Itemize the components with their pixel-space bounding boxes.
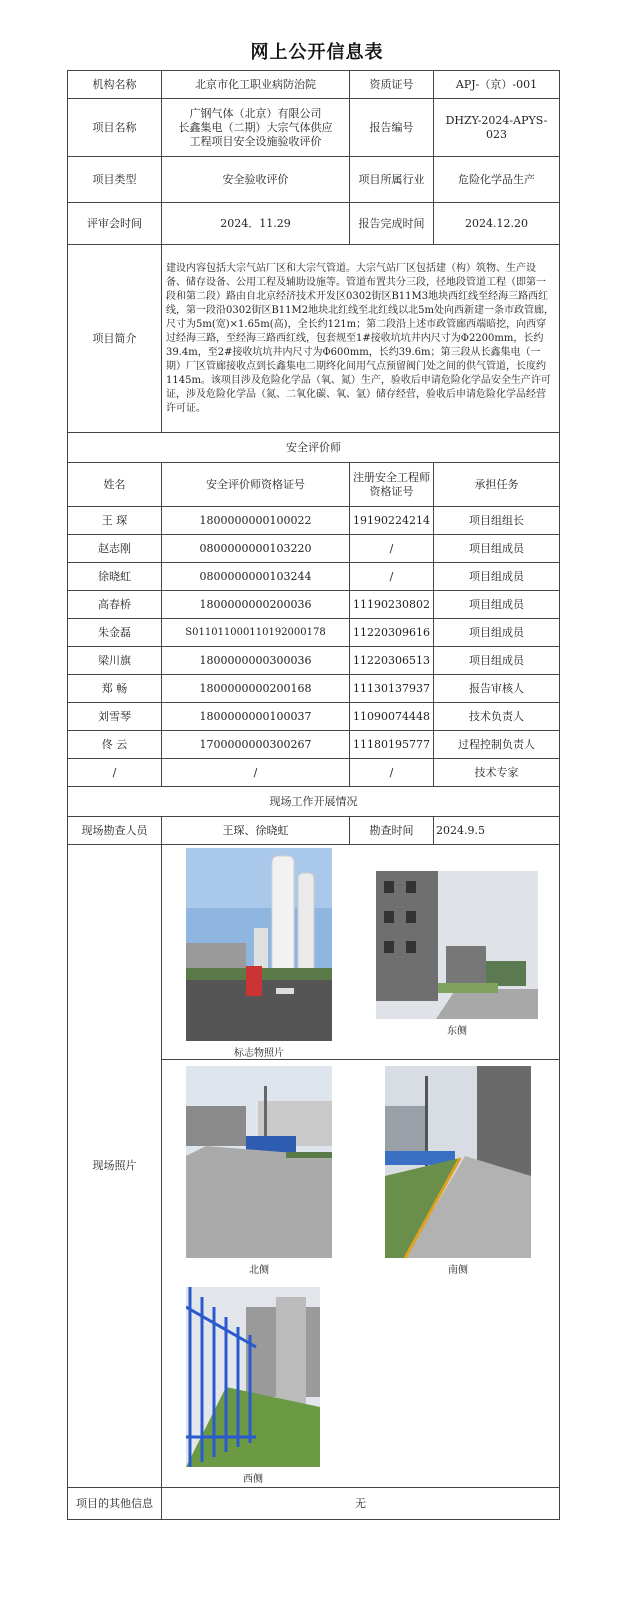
assessor-reg: / [350, 535, 434, 563]
type-value: 安全验收评价 [162, 157, 350, 203]
intro-label: 项目简介 [68, 245, 162, 433]
type-label: 项目类型 [68, 157, 162, 203]
assessor-name: 郑 畅 [68, 675, 162, 703]
assessor-task: 项目组成员 [434, 563, 560, 591]
project-line-3: 工程项目安全设施验收评价 [189, 134, 322, 148]
caption-landmark: 标志物照片 [234, 1048, 284, 1059]
photo-west [186, 1287, 320, 1487]
org-row [68, 71, 560, 99]
assessor-reg: 11190230802 [350, 591, 434, 619]
assessor-cert: 0800000000103244 [162, 563, 350, 591]
assessor-cert: 1800000000200168 [162, 675, 350, 703]
assessor-name: 佟 云 [68, 731, 162, 759]
industry-value: 危险化学品生产 [434, 157, 560, 203]
header-reg: 注册安全工程师资格证号 [350, 463, 434, 507]
header-name: 姓名 [68, 463, 162, 507]
assessor-reg: 11220309616 [350, 619, 434, 647]
assessor-task: 报告审核人 [434, 675, 560, 703]
expert-reg: / [350, 759, 434, 787]
photo-landmark [186, 848, 332, 1061]
other-row [68, 1488, 560, 1520]
assessor-name: 朱金磊 [68, 619, 162, 647]
table-row [68, 647, 560, 675]
page-title: 网上公开信息表 [250, 42, 384, 63]
assessor-task: 项目组组长 [434, 507, 560, 535]
caption-west: 西侧 [243, 1474, 263, 1485]
table-row [68, 563, 560, 591]
org-value: 北京市化工职业病防治院 [162, 71, 350, 99]
photos-bottom-cell [162, 1060, 560, 1488]
surveyors-row [68, 817, 560, 845]
assessor-task: 项目组成员 [434, 535, 560, 563]
date-value: 2024.9.5 [434, 817, 560, 845]
industry-label: 项目所属行业 [350, 157, 434, 203]
photos-top-cell [162, 845, 560, 1060]
north-photo-image [186, 1066, 332, 1258]
project-label: 项目名称 [68, 99, 162, 157]
assessor-name: 刘雪琴 [68, 703, 162, 731]
photo-east [376, 871, 538, 1039]
photos-label: 现场照片 [68, 845, 162, 1488]
assessor-name: 赵志刚 [68, 535, 162, 563]
photo-south [385, 1066, 531, 1278]
east-photo-image [376, 871, 538, 1019]
org-label: 机构名称 [68, 71, 162, 99]
done-value: 2024.12.20 [434, 203, 560, 245]
other-value: 无 [162, 1488, 560, 1520]
south-photo-image [385, 1066, 531, 1258]
table-row [68, 619, 560, 647]
review-value: 2024．11.29 [162, 203, 350, 245]
assessor-cert: S011011000110192000178 [162, 619, 350, 647]
assessor-cert: 1800000000100022 [162, 507, 350, 535]
table-row [68, 675, 560, 703]
project-value [162, 99, 350, 157]
assessor-header-row [68, 463, 560, 507]
assessor-cert: 1800000000200036 [162, 591, 350, 619]
expert-row [68, 759, 560, 787]
assessor-cert: 1800000000300036 [162, 647, 350, 675]
assessor-reg: 11130137937 [350, 675, 434, 703]
assessor-reg: 11180195777 [350, 731, 434, 759]
assessor-name: 王 琛 [68, 507, 162, 535]
assessor-task: 过程控制负责人 [434, 731, 560, 759]
assessor-reg: 19190224214 [350, 507, 434, 535]
table-row [68, 703, 560, 731]
photos-row-top [68, 845, 560, 1060]
assessor-task: 技术负责人 [434, 703, 560, 731]
review-label: 评审会时间 [68, 203, 162, 245]
assessor-reg: 11090074448 [350, 703, 434, 731]
cert-value: APJ-（京）-001 [434, 71, 560, 99]
assessor-reg: / [350, 563, 434, 591]
report-value: DHZY-2024-APYS-023 [434, 99, 560, 157]
expert-task: 技术专家 [434, 759, 560, 787]
table-row [68, 731, 560, 759]
project-row [68, 99, 560, 157]
cert-label: 资质证号 [350, 71, 434, 99]
date-label: 勘查时间 [350, 817, 434, 845]
project-line-1: 广钢气体（北京）有限公司 [189, 106, 322, 120]
other-label: 项目的其他信息 [68, 1488, 162, 1520]
assessor-name: 高春桥 [68, 591, 162, 619]
caption-north: 北侧 [249, 1265, 269, 1276]
assessor-task: 项目组成员 [434, 591, 560, 619]
table-row [68, 535, 560, 563]
expert-cert: / [162, 759, 350, 787]
report-label: 报告编号 [350, 99, 434, 157]
intro-row [68, 245, 560, 433]
assessor-task: 项目组成员 [434, 647, 560, 675]
photo-north [186, 1066, 332, 1278]
assessor-task: 项目组成员 [434, 619, 560, 647]
intro-text: 建设内容包括大宗气站厂区和大宗气管道。大宗气站厂区包括建（构）筑物、生产设备、储存设备、公用工程及辅助设施等。管道布置共分三段，径地段管道工程（即第一段和第二段）路由自北京经济技术开发区0302街区B11M3地块西红线至经海三路西红线，第一段沿0302街区B11M2地块北红线至北红线以北5m处向西新建一条市政管廊，尺寸为5m(宽)×1.65m(高)，全长约121m；第二段沿上述市政管廊西端暗挖，向西穿过经海三路，至经海三路西红线，包套规至1#接收坑坑井内尺寸为Φ2200mm，长约39.4m，至2#接收坑坑井内尺寸为Φ600mm，长约39.6m；第三段从长鑫集电（一期）厂区管廊接收点到长鑫集电二期终化间用气点预留阀门处之间的供气管道，长度约1145m。该项目涉及危险化学品（氧、氮）生产，验收后申请危险化学品安全生产许可证，涉及危险化学品（氮、二氧化碳、氧、氩）储存经营，验收后申请危险化学品经营许可证。 [162, 245, 560, 433]
assessors-section-title: 安全评价师 [68, 433, 560, 463]
done-label: 报告完成时间 [350, 203, 434, 245]
surveyors-label: 现场勘查人员 [68, 817, 162, 845]
surveyors-value: 王琛、徐晓虹 [162, 817, 350, 845]
landmark-photo-image [186, 848, 332, 1041]
caption-south: 南侧 [448, 1265, 468, 1276]
info-table [67, 70, 560, 1520]
expert-name: / [68, 759, 162, 787]
project-line-2: 长鑫集电（二期）大宗气体供应 [178, 120, 333, 134]
assessor-reg: 11220306513 [350, 647, 434, 675]
caption-east: 东侧 [447, 1026, 467, 1037]
type-row [68, 157, 560, 203]
table-row [68, 591, 560, 619]
header-cert: 安全评价师资格证号 [162, 463, 350, 507]
assessor-name: 梁川旗 [68, 647, 162, 675]
assessor-cert: 0800000000103220 [162, 535, 350, 563]
review-row [68, 203, 560, 245]
assessor-name: 徐晓虹 [68, 563, 162, 591]
west-photo-image [186, 1287, 320, 1467]
assessor-cert: 1800000000100037 [162, 703, 350, 731]
table-row [68, 507, 560, 535]
onsite-section-title: 现场工作开展情况 [68, 787, 560, 817]
assessor-cert: 1700000000300267 [162, 731, 350, 759]
header-task: 承担任务 [434, 463, 560, 507]
